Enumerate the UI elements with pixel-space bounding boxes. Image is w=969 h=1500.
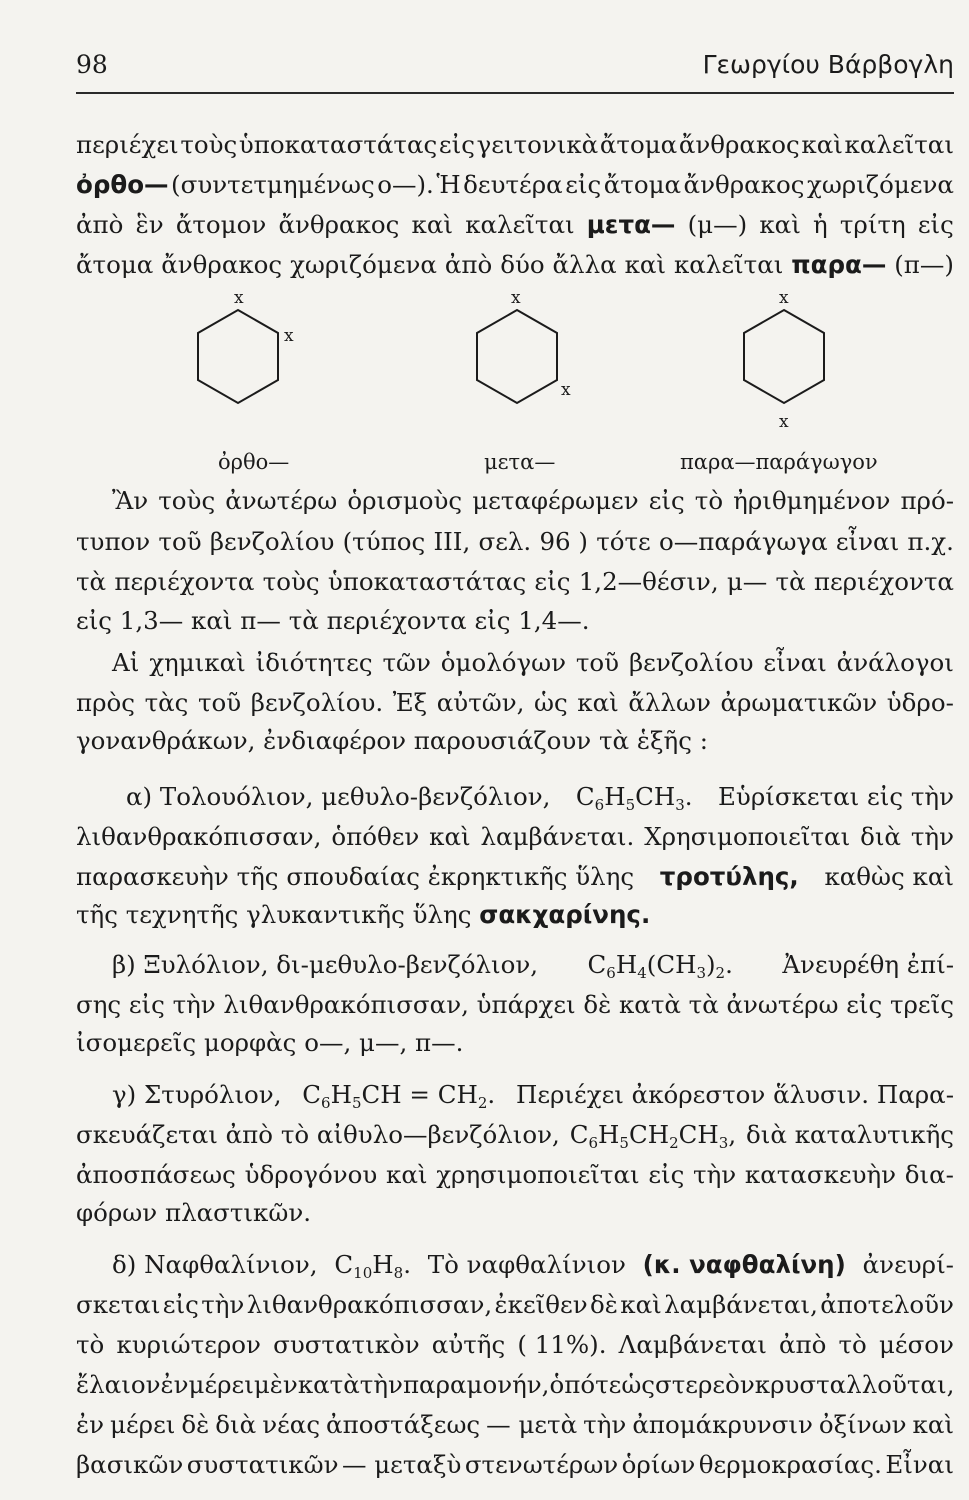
word: στενωτέρων [464,1450,619,1479]
word: σελ. [478,527,532,556]
word: (τύπος [342,527,426,556]
xylene-formula: $C_6H_4(CH_3)_2$. [587,950,733,982]
word: ὡς [621,1370,656,1399]
word: ἄλλα [552,250,617,279]
text-line [112,648,954,678]
word: ἀνωτέρω [726,990,839,1019]
running-header-author: Γεωργίου Βάρβογλη [702,50,954,79]
word: βενζολίου [209,527,335,556]
meta-label: μετα— [484,450,556,474]
word: — μεταξὺ [341,1450,462,1479]
word: χημικαὶ [149,648,246,677]
word: ὁπόθεν [331,822,420,851]
word: αὐτῶν, [436,688,525,717]
word: εἰς [162,1290,199,1319]
word: — μετὰ [486,1410,578,1439]
text-line [76,688,954,718]
word: κατὰ [297,1370,360,1399]
word: καλεῖται [844,130,954,159]
word: σκεται [76,1290,161,1319]
word: Ἡ [436,170,461,199]
word: εἰς [565,170,602,199]
bold-term-naphthalene: (κ. ναφθαλίνη) [642,1250,846,1279]
word: ἐν [160,1370,189,1399]
word: καὶ [429,822,471,851]
word: τῶν [382,648,431,677]
word: ἔλαιον [76,1370,161,1399]
text-line [76,250,954,280]
word: χωριζόμενα [290,250,437,279]
word: εἰς [846,990,883,1019]
word: διὰ [860,822,901,851]
word: συστατικὸν [273,1330,420,1359]
word: βενζολίου [628,648,754,677]
text-line [76,1450,954,1480]
word: τὴν [172,990,216,1019]
word: ἀπὸ [778,1330,827,1359]
text-line [76,130,954,160]
word: γειτονικὰ [476,130,599,159]
word: εἰς [648,486,685,515]
word: καὶ [386,1160,428,1189]
word: κατασκευὴν [744,1160,897,1189]
text-line: γ) Στυρόλιον, $C_6H_5CH = CH_2$. Περιέχει ἀκόρεστον ἅλυσιν. Παρα- [112,1080,954,1118]
word: ἄτομα [603,170,682,199]
word: καὶ [411,210,454,239]
styrene-formula: $C_6H_5CH = CH_2$. [302,1080,496,1112]
word: Εἶναι [885,1450,954,1479]
word: (π—) [894,250,954,279]
word: (μ—) [687,210,748,239]
word: κατὰ [618,990,681,1019]
word: τοῦ [198,688,242,717]
word: ΙΙΙ, [433,527,471,556]
word: ὑπάρχει [476,990,576,1019]
word: τοὺς [158,486,216,515]
word: μὲν [253,1370,298,1399]
word: μ— [726,567,768,596]
bold-term-trotyl: τροτύλης, [659,862,799,891]
word: ο—). [377,170,434,199]
text-line: δ) Ναφθαλίνιον, $C_{10}H_8$. Τὸ ναφθαλίνιον (κ. ναφθαλίνη) ἀνευρί- [112,1250,954,1288]
text-line: β) Ξυλόλιον, δι-μεθυλο-βενζόλιον, $C_6H_4(CH_3)_2$. Ἀνευρέθη ἐπί- [112,950,954,988]
word: ἐν [76,1410,105,1439]
word: εἰς [648,1160,685,1189]
word: δευτέρα [463,170,563,199]
word: τὴν [359,1370,403,1399]
word: πρὸς [76,688,135,717]
word: κυριώτερον [116,1330,261,1359]
word: ὁρίων [621,1450,696,1479]
word: κρυσταλλοῦται, [754,1370,955,1399]
word: ὑποκαταστάτας [327,567,527,596]
text-line: φόρων πλαστικῶν. [76,1198,311,1227]
text-line: τῆς τεχνητῆς γλυκαντικῆς ὕλης σακχαρίνης. [76,900,651,929]
word: δύο [500,250,545,279]
word: Ἂν [112,486,149,515]
word: ἄνθρακος [678,130,800,159]
substituent-x: x [284,326,294,346]
word: ἰδιότητες [255,648,373,677]
word: ο—παράγωγα [658,527,828,556]
word: ἀπὸ [444,250,493,279]
text-line [76,822,954,852]
word: καὶ [577,688,619,717]
word: ἄτομα [76,250,154,279]
substituent-x: x [561,380,571,400]
word: τὰς [144,688,189,717]
word: βενζολίου. [250,688,384,717]
word: τὴν [201,1290,245,1319]
word: λαμβάνεται. [480,822,635,851]
text-line [76,1290,954,1320]
word: τοῦ [575,648,620,677]
word: ὡς [534,688,568,717]
word: τὰ [76,567,107,596]
word: καὶ [620,1290,662,1319]
bold-term: μετα— [586,210,676,239]
word: τρεῖς [889,990,954,1019]
word: δὲ [583,990,612,1019]
word: ἐκεῖθεν [494,1290,588,1319]
word: ὁρισμοὺς [347,486,463,515]
word: περιέχοντα [114,567,255,596]
word: λιθανθρακόπισσαν, [76,822,322,851]
bold-term: ὀρθο— [76,170,169,199]
word: ὑδρογόνου [244,1160,378,1189]
word: τὰ [775,567,806,596]
word: ἀπὸ [76,210,124,239]
word: τὸ [694,486,724,515]
word: τὴν [910,822,954,851]
toluene-formula: $C_6H_5CH_3$. [575,782,693,814]
word: ἀποσπάσεως [76,1160,236,1189]
ethylbenzene-formula: $C_6H_5CH_2CH_3$, [569,1120,737,1152]
word: ἄνθρακος [683,170,805,199]
substituent-x: x [234,288,244,308]
substituent-x: x [779,288,789,308]
word: σης [76,990,122,1019]
word: χρησιμοποιεῖται [436,1160,640,1189]
text-line [76,567,954,597]
word: αὐτῆς [431,1330,506,1359]
word: καὶ [801,130,843,159]
page-number: 98 [76,50,108,79]
word: εἰς [534,567,571,596]
text-line [76,170,954,200]
word: 96 ) [539,527,588,556]
word: νέας [262,1410,321,1439]
word: καὶ [912,1410,954,1439]
word: τοῦ [158,527,202,556]
word: λαμβάνεται, [664,1290,818,1319]
naphthalene-formula: $C_{10}H_8$. [334,1250,411,1282]
word: παραμονήν, [402,1370,550,1399]
word: εἶναι [835,527,900,556]
substituent-x: x [779,412,789,432]
word: δια- [904,1160,954,1189]
word: ἀποτελοῦν [820,1290,954,1319]
word: χωριζόμενα [806,170,954,199]
word: λιθανθρακόπισσαν, [246,1290,493,1319]
word: τὴν [693,1160,737,1189]
word: ἠριθμημένον [733,486,891,515]
para-benzene-diagram [742,288,842,438]
bold-term-saccharin: σακχαρίνης. [479,900,651,929]
word: ἀποστάξεως [326,1410,481,1439]
word: δὲ [589,1290,618,1319]
word: ἄτομα [599,130,678,159]
word: τὸ [838,1330,867,1359]
text-line: παρασκευὴν τῆς σπουδαίας ἐκρηκτικῆς ὕλης τροτύλης, καθὼς καὶ [76,862,954,891]
word: 1,2—θέσιν, [578,567,719,596]
word: (συντετμημένως [171,170,375,199]
word: ἄτομον [175,210,267,239]
word: καλεῖται [465,210,575,239]
word: ὁμολόγων [440,648,566,677]
word: τρίτη [839,210,906,239]
word: περιέχει [76,130,179,159]
word: διὰ [215,1410,257,1439]
word: ἀπομάκρυνσιν [632,1410,813,1439]
word: ἄλλων [628,688,711,717]
text-line: σκευάζεται ἀπὸ τὸ αἰθυλο—βενζόλιον, $C_6H_5CH_2CH_3$, διὰ καταλυτικῆς [76,1120,954,1158]
word: τυπον [76,527,151,556]
word: ἀνωτέρω [225,486,338,515]
ortho-label: ὀρθο— [218,450,290,474]
word: ὑδρο- [886,688,954,717]
word: Ἐξ [392,688,428,717]
text-line [112,486,954,516]
meta-benzene-diagram [475,288,575,438]
word: καὶ [624,250,667,279]
word: ἓν [135,210,164,239]
word: Λαμβάνεται [618,1330,767,1359]
word: ἀρωματικῶν [720,688,878,717]
word: μεταφέρωμεν [472,486,639,515]
bold-term: παρα— [791,250,887,279]
header-rule [76,92,954,94]
word: εἶναι [763,648,827,677]
word: τὰ [688,990,719,1019]
text-line [76,1330,954,1360]
word: Αἱ [112,648,140,677]
text-line: εἰς 1,3— καὶ π— τὰ περιέχοντα εἰς 1,4—. [76,606,590,635]
word: π.χ. [907,527,954,556]
word: ἄνθρακος [278,210,400,239]
delta-heading: δ) Ναφθαλίνιον, [112,1250,318,1279]
word: περιέχοντα [813,567,954,596]
word: λιθανθρακόπισσαν, [223,990,469,1019]
word: τὴν [583,1410,627,1439]
text-line [76,527,954,557]
word: στερεὸν [655,1370,755,1399]
word: εἰς [917,210,954,239]
text-line: γονανθράκων, ἐνδιαφέρον παρουσιάζουν τὰ ἑξῆς : [76,726,708,755]
beta-heading: β) Ξυλόλιον, δι-μεθυλο-βενζόλιον, [112,950,539,979]
word: Χρησιμοποιεῖται [644,822,851,851]
word: ὁπότε [549,1370,622,1399]
word: ἄνθρακος [161,250,283,279]
word: τὸ [76,1330,105,1359]
word: καλεῖται [673,250,784,279]
word: εἰς [438,130,475,159]
word: πρό- [900,486,954,515]
word: ( 11%). [517,1330,607,1359]
alpha-heading: α) Τολουόλιον, μεθυλο-βενζόλιον, [126,782,551,811]
word: τοὺς [262,567,320,596]
word: μέρει [188,1370,254,1399]
word: ὑποκαταστάτας [238,130,438,159]
word: τοὺς [180,130,238,159]
word: συστατικῶν [186,1450,339,1479]
word: ὀξίνων [818,1410,907,1439]
word: μέρει [110,1410,176,1439]
word: βασικῶν [76,1450,184,1479]
word: ἀνάλογοι [836,648,954,677]
word: δὲ [181,1410,210,1439]
text-line [76,1160,954,1190]
ortho-benzene-diagram [196,288,296,438]
text-line: α) Τολουόλιον, μεθυλο-βενζόλιον, $C_6H_5CH_3$. Εὑρίσκεται εἰς τὴν [126,782,954,820]
word: μέσον [878,1330,954,1359]
word: ἡ [813,210,828,239]
word: εἰς [128,990,165,1019]
text-line: ἰσομερεῖς μορφὰς ο—, μ—, π—. [76,1028,464,1057]
word: θερμοκρασίας. [698,1450,882,1479]
text-line [76,1370,954,1400]
text-line [76,990,954,1020]
para-label: παρα—παράγωγον [680,450,878,474]
text-line [76,210,954,240]
word: καὶ [759,210,801,239]
word: τότε [596,527,651,556]
text-line [76,1410,954,1440]
substituent-x: x [511,288,521,308]
gamma-heading: γ) Στυρόλιον, [112,1080,282,1109]
